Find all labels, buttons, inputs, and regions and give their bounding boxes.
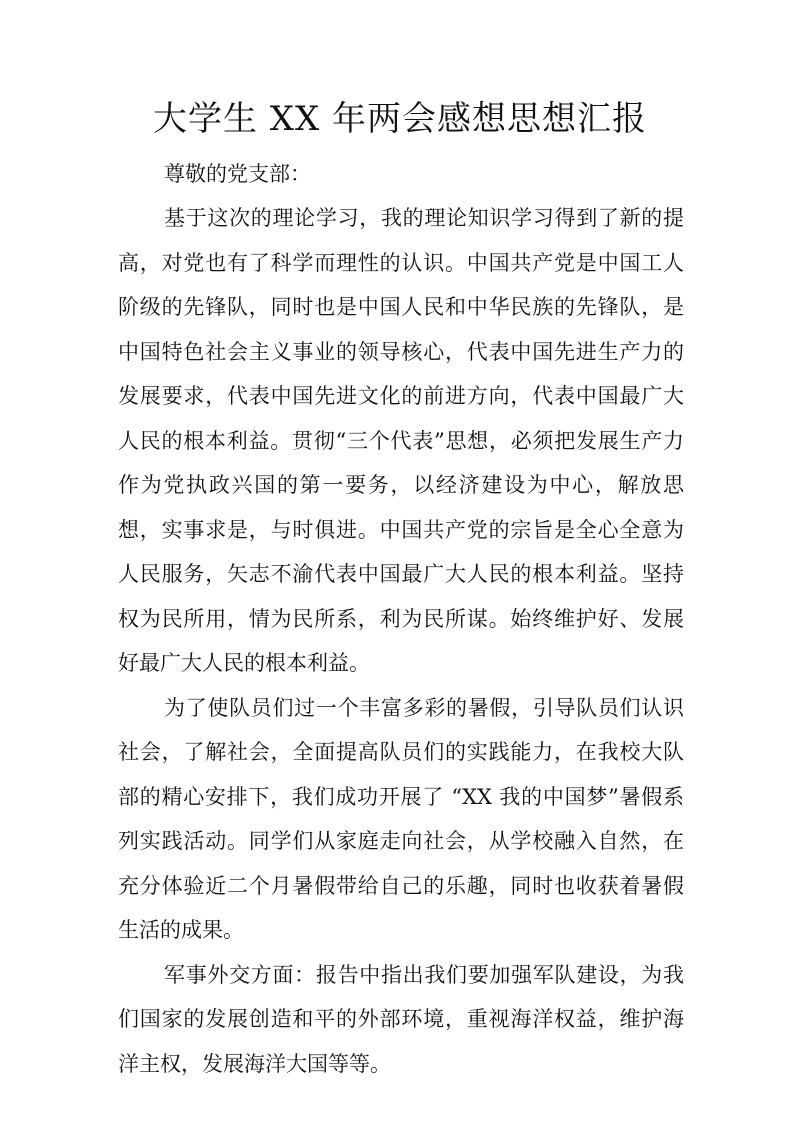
paragraph-summer-activity: 为了使队员们过一个丰富多彩的暑假，引导队员们认识社会，了解社会，全面提高队员们的实践能力，在我校大队部的精心安排下，我们成功开展了 “XX 我的中国梦”暑假系列实践活动。同学们从家庭走向社会，从学校融入自然，在充分体验近二个月暑假带给自己的乐趣，同时也收获着暑假生活的成果。 [118,695,684,942]
paragraph-military-diplomacy: 军事外交方面：报告中指出我们要加强军队建设，为我们国家的发展创造和平的外部环境，重视海洋权益，维护海洋主权，发展海洋大国等等。 [118,962,684,1076]
salutation: 尊敬的党支部： [164,162,311,186]
document-title: 大学生 XX 年两会感想思想汇报 [152,99,648,139]
document-body [118,152,684,1086]
paragraph-theory-study: 基于这次的理论学习，我的理论知识学习得到了新的提高，对党也有了科学而理性的认识。中国共产党是中国工人阶级的先锋队，同时也是中国人民和中华民族的先锋队，是中国特色社会主义事业的领导核心，代表中国先进生产力的发展要求，代表中国先进文化的前进方向，代表中国最广大人民的根本利益。贯彻“三个代表”思想，必须把发展生产力作为党执政兴国的第一要务，以经济建设为中心，解放思想，实事求是，与时俱进。中国共产党的宗旨是全心全意为人民服务，矢志不渝代表中国最广大人民的根本利益。坚持权为民所用，情为民所系，利为民所谋。始终维护好、发展好最广大人民的根本利益。 [118,206,684,675]
